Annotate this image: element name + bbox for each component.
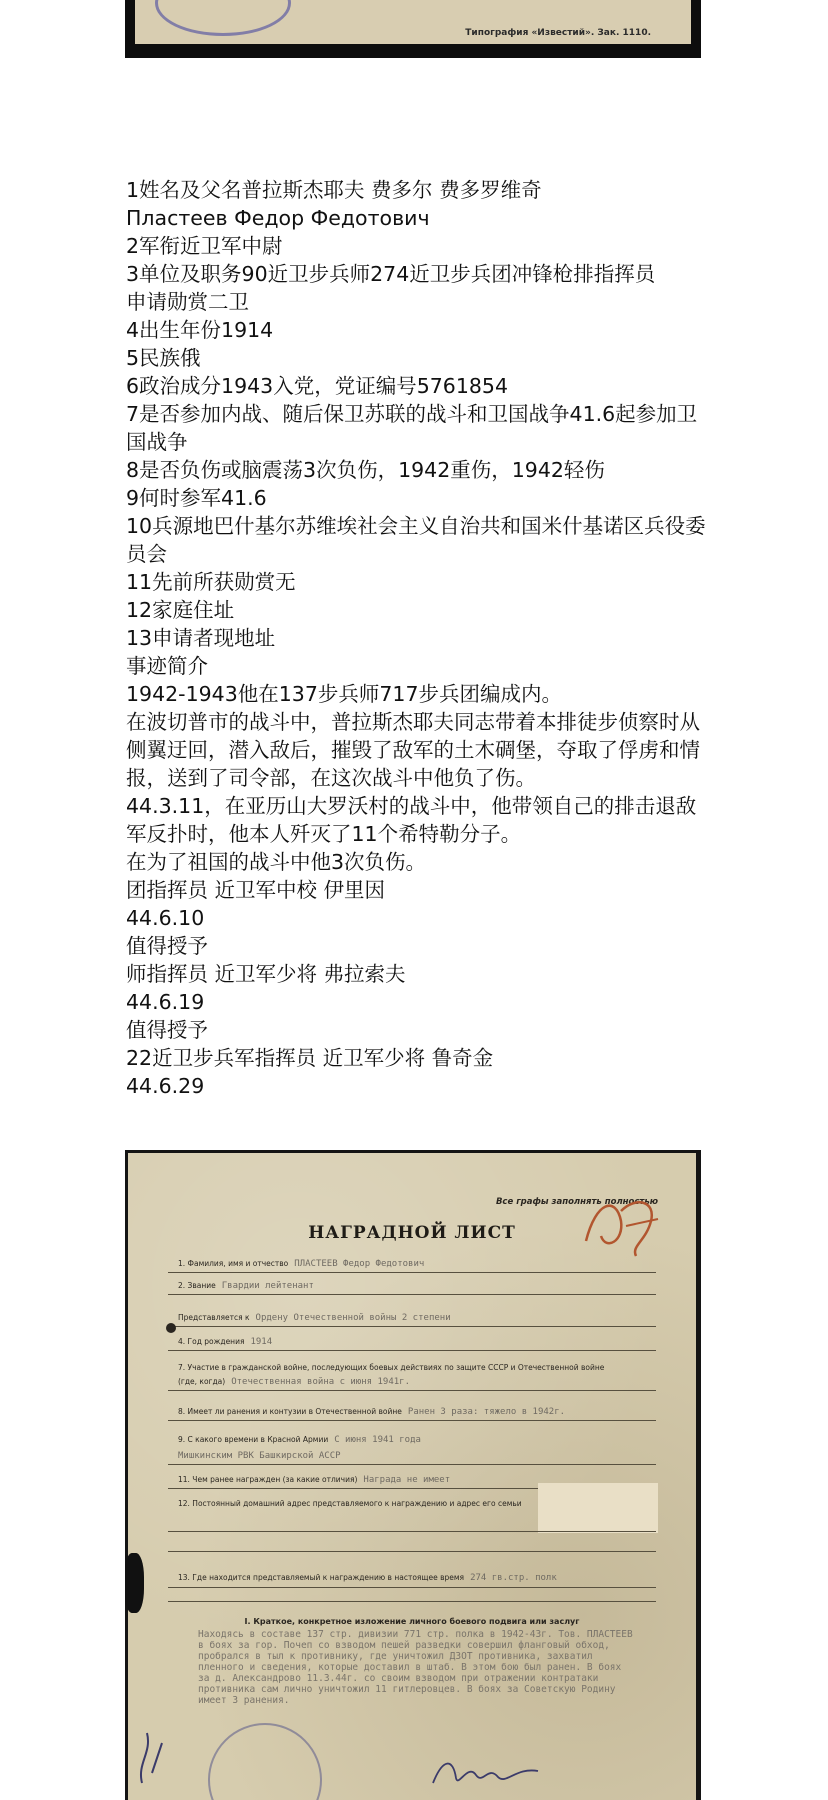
unit-stamp — [208, 1723, 322, 1800]
transcription-line: Пластеев Федор Федотович — [126, 206, 430, 230]
transcription-line: 5民族俄 — [126, 346, 201, 370]
form-label: Представляется к — [178, 1313, 250, 1322]
transcription-line: 在为了祖国的战斗中他3次负伤。 — [126, 850, 427, 874]
top-scanned-document — [125, 0, 701, 58]
transcription-line: 11先前所获勋赏无 — [126, 570, 296, 594]
transcription-line: 8是否负伤或脑震荡3次负伤，1942重伤，1942轻伤 — [126, 458, 605, 482]
form-rule — [168, 1464, 656, 1465]
transcription-line: 44.6.19 — [126, 990, 205, 1014]
form-label: 9. С какого времени в Красной Армии — [178, 1435, 329, 1444]
transcription-line: 2军衔近卫军中尉 — [126, 234, 283, 258]
form-row-rank — [178, 1281, 314, 1291]
form-label: 13. Где находится представляемый к награждению в настоящее время — [178, 1573, 465, 1582]
scan-paper — [135, 0, 691, 44]
form-rule — [168, 1420, 656, 1421]
transcription-line: 1姓名及父名普拉斯杰耶夫 费多尔 费多罗维奇 — [126, 178, 542, 202]
transcription-line: 9何时参军41.6 — [126, 486, 267, 510]
fill-all-note: Все графы заполнять полностью — [495, 1197, 658, 1207]
transcription-line: 4出生年份1914 — [126, 318, 274, 342]
transcription-line: 13申请者现地址 — [126, 626, 276, 650]
transcription-line: 44.3.11，在亚历山大罗沃村的战斗中，他带领自己的排击退敌军反扑时，他本人歼灭了11个希特勒分子。 — [126, 794, 697, 846]
form-row-nominated — [178, 1313, 451, 1323]
transcription-line: 申请勋赏二卫 — [126, 290, 249, 314]
transcription-line: 事迹简介 — [126, 654, 208, 678]
transcription-line: 在波切普市的战斗中，普拉斯杰耶夫同志带着本排徒步侦察时从侧翼迂回，潜入敌后，摧毁了敌军的土木碉堡，夺取了俘虏和情报，送到了司令部，在这次战斗中他负了伤。 — [126, 710, 700, 790]
award-sheet-scan — [125, 1150, 701, 1800]
margin-mark — [132, 1713, 172, 1793]
form-value: С июня 1941 года — [334, 1435, 421, 1445]
form-rule — [168, 1272, 656, 1273]
form-row-participation — [178, 1363, 604, 1372]
transcription-line: 12家庭住址 — [126, 598, 235, 622]
form-value: Отечественная война с июня 1941г. — [231, 1377, 411, 1387]
form-row-participation-detail — [178, 1377, 410, 1387]
form-row-wounds — [178, 1407, 565, 1417]
redacted-area — [538, 1483, 658, 1533]
form-rule — [168, 1531, 656, 1532]
form-rule — [168, 1326, 656, 1327]
transcription-line: 10兵源地巴什基尔苏维埃社会主义自治共和国米什基诺区兵役委员会 — [126, 514, 706, 566]
form-rule — [168, 1350, 656, 1351]
transcription-line: 22近卫步兵军指挥员 近卫军少将 鲁奇金 — [126, 1046, 494, 1070]
form-label: (где, когда) — [178, 1377, 226, 1386]
transcription-line: 团指挥员 近卫军中校 伊里因 — [126, 878, 386, 902]
form-rule — [168, 1390, 656, 1391]
form-value: ПЛАСТЕЕВ Федор Федотович — [294, 1259, 425, 1269]
transcription-line: 值得授予 — [126, 934, 208, 958]
transcription-line: 6政治成分1943入党，党证编号5761854 — [126, 374, 509, 398]
transcription-text — [126, 176, 706, 1100]
ink-dot — [166, 1323, 176, 1333]
transcription-line: 1942-1943他在137步兵师717步兵团编成内。 — [126, 682, 562, 706]
form-rule — [168, 1294, 656, 1295]
transcription-line: 值得授予 — [126, 1018, 208, 1042]
form-label: 7. Участие в гражданской войне, последующих боевых действиях по защите СССР и Отечественной войне — [178, 1363, 605, 1372]
form-label: 2. Звание — [178, 1281, 216, 1290]
form-row-rvk — [178, 1451, 341, 1461]
form-label: 8. Имеет ли ранения и контузии в Отечественной войне — [178, 1407, 402, 1416]
transcription-line: 师指挥员 近卫军少将 弗拉索夫 — [126, 962, 406, 986]
form-label: 1. Фамилия, имя и отчество — [178, 1259, 289, 1268]
form-value: Ранен 3 раза: тяжело в 1942г. — [407, 1407, 566, 1417]
form-row-previous-awards — [178, 1475, 450, 1485]
form-value: Мишкинским РВК Башкирской АССР — [178, 1451, 341, 1461]
award-paper — [128, 1153, 696, 1800]
section-heading: I. Краткое, конкретное изложение личного боевого подвига или заслуг — [244, 1617, 580, 1626]
form-label: 4. Год рождения — [178, 1337, 245, 1346]
transcription-line: 44.6.10 — [126, 906, 205, 930]
form-row-current-location — [178, 1573, 557, 1583]
form-value: Ордену Отечественной войны 2 степени — [255, 1313, 451, 1323]
form-label: 12. Постоянный домашний адрес представляемого к награждению и адрес его семьи — [178, 1499, 522, 1508]
transcription-line: 44.6.29 — [126, 1074, 205, 1098]
form-label: 11. Чем ранее награжден (за какие отличия) — [178, 1475, 358, 1484]
typed-citation: Находясь в составе 137 стр. дивизии 771 стр. полка в 1942-43г. Тов. ПЛАСТЕЕВ в боях за гор. Почеп со взводом пешей разведки совершил фланговый обход, пробрался в тыл к противнику, где уничтожил ДЗОТ противника, захватил пленного и сведения, которые доставил в штаб. В этом бою был ранен. В боях за д. Александрово 11.3.44г. со своим взводом при отражении контратаки противника сам лично уничтожил 11 гитлеровцев. В боях за Советскую Родину имеет 3 ранения. — [198, 1629, 633, 1706]
transcription-line: 3单位及职务90近卫步兵师274近卫步兵团冲锋枪排指挥员 — [126, 262, 656, 286]
ink-blot — [125, 1553, 144, 1613]
form-row-birth-year — [178, 1337, 272, 1347]
form-row-service-since — [178, 1435, 421, 1445]
form-rule — [168, 1587, 656, 1588]
commander-signature — [428, 1753, 548, 1793]
form-rule — [168, 1601, 656, 1602]
form-value: Награда не имеет — [363, 1475, 451, 1485]
form-value: Гвардии лейтенант — [221, 1281, 314, 1291]
form-value: 1914 — [250, 1337, 273, 1347]
transcription-line: 7是否参加内战、随后保卫苏联的战斗和卫国战争41.6起参加卫国战争 — [126, 402, 698, 454]
form-rule — [168, 1551, 656, 1552]
printer-imprint: Типография «Известий». Зак. 1110. — [465, 28, 651, 38]
stamp-arc — [155, 0, 291, 36]
form-row-home-address — [178, 1499, 522, 1508]
award-sheet-title: НАГРАДНОЙ ЛИСТ — [308, 1223, 516, 1243]
form-value: 274 гв.стр. полк — [470, 1573, 557, 1583]
form-row-name — [178, 1259, 424, 1269]
